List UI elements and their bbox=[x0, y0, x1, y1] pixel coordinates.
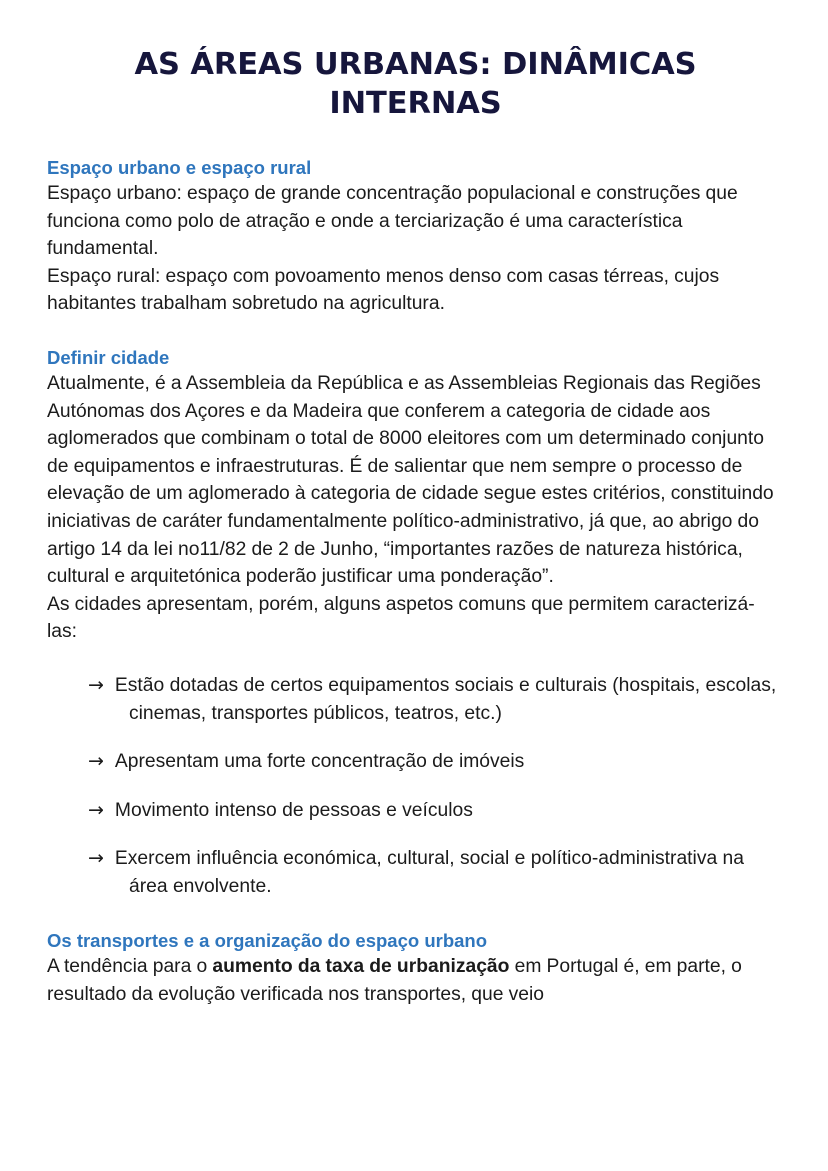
list-item-label: Exercem influência económica, cultural, social e político-administrativa na área envolvente. bbox=[114, 848, 744, 897]
paragraph-espaco-urbano: Espaço urbano: espaço de grande concentração populacional e construções que funciona como polo de atração e onde a terciarização é uma característica fundamental. bbox=[47, 183, 738, 260]
arrow-right-icon: → bbox=[88, 673, 104, 696]
list-item bbox=[88, 748, 784, 776]
paragraph-bold-phrase: aumento da taxa de urbanização bbox=[212, 956, 510, 978]
page-title bbox=[47, 0, 784, 123]
section-heading-definir-cidade: Definir cidade bbox=[47, 346, 170, 368]
page-title-line-1: AS ÁREAS URBANAS: DINÂMICAS bbox=[134, 47, 697, 82]
paragraph-text-before-bold: A tendência para o bbox=[47, 956, 213, 978]
arrow-right-icon: → bbox=[88, 798, 104, 821]
list-item-label: Movimento intenso de pessoas e veículos bbox=[114, 799, 473, 821]
list-item bbox=[88, 797, 784, 825]
list-item bbox=[88, 845, 784, 900]
paragraph-definir-cidade: Atualmente, é a Assembleia da República e as Assembleias Regionais das Regiões Autónomas dos Açores e da Madeira que conferem a categoria de cidade aos aglomerados que combinam o total de 8000 eleitores com um determinado conjunto de equipamentos e infraestruturas. É de salientar que nem sempre o processo de elevação de um aglomerado à categoria de cidade segue estes critérios, constituindo iniciativas de caráter fundamentalmente político-administrativo, já que, ao abrigo do artigo 14 da lei no11/82 de 2 de Junho, “importantes razões de natureza histórica, cultural e arquitetónica poderão justificar uma ponderação”. bbox=[47, 372, 774, 588]
paragraph-espaco-rural: Espaço rural: espaço com povoamento menos denso com casas térreas, cujos habitantes trabalham sobretudo na agricultura. bbox=[47, 265, 720, 315]
arrow-right-icon: → bbox=[88, 847, 104, 870]
paragraph-text-after-bold: em Portugal é, em parte, o resultado da evolução verificada nos transportes, que veio bbox=[47, 956, 742, 1006]
paragraph-taxa-urbanizacao bbox=[47, 953, 784, 1008]
section-heading-os-transportes: Os transportes e a organização do espaço urbano bbox=[47, 930, 488, 952]
paragraph-aspetos-comuns: As cidades apresentam, porém, alguns aspetos comuns que permitem caracterizá-las: bbox=[47, 593, 755, 643]
page-title-line-2: INTERNAS bbox=[329, 86, 502, 121]
section-heading-espaco-urbano-rural: Espaço urbano e espaço rural bbox=[47, 157, 312, 178]
list-item-label: Estão dotadas de certos equipamentos sociais e culturais (hospitais, escolas, cinemas, transportes públicos, teatros, etc.) bbox=[114, 674, 777, 724]
list-item bbox=[88, 672, 784, 727]
arrow-right-icon: → bbox=[88, 750, 104, 773]
caracteristicas-list bbox=[47, 672, 784, 901]
document-content bbox=[47, 0, 784, 1009]
list-item-label: Apresentam uma forte concentração de imóveis bbox=[114, 751, 525, 773]
